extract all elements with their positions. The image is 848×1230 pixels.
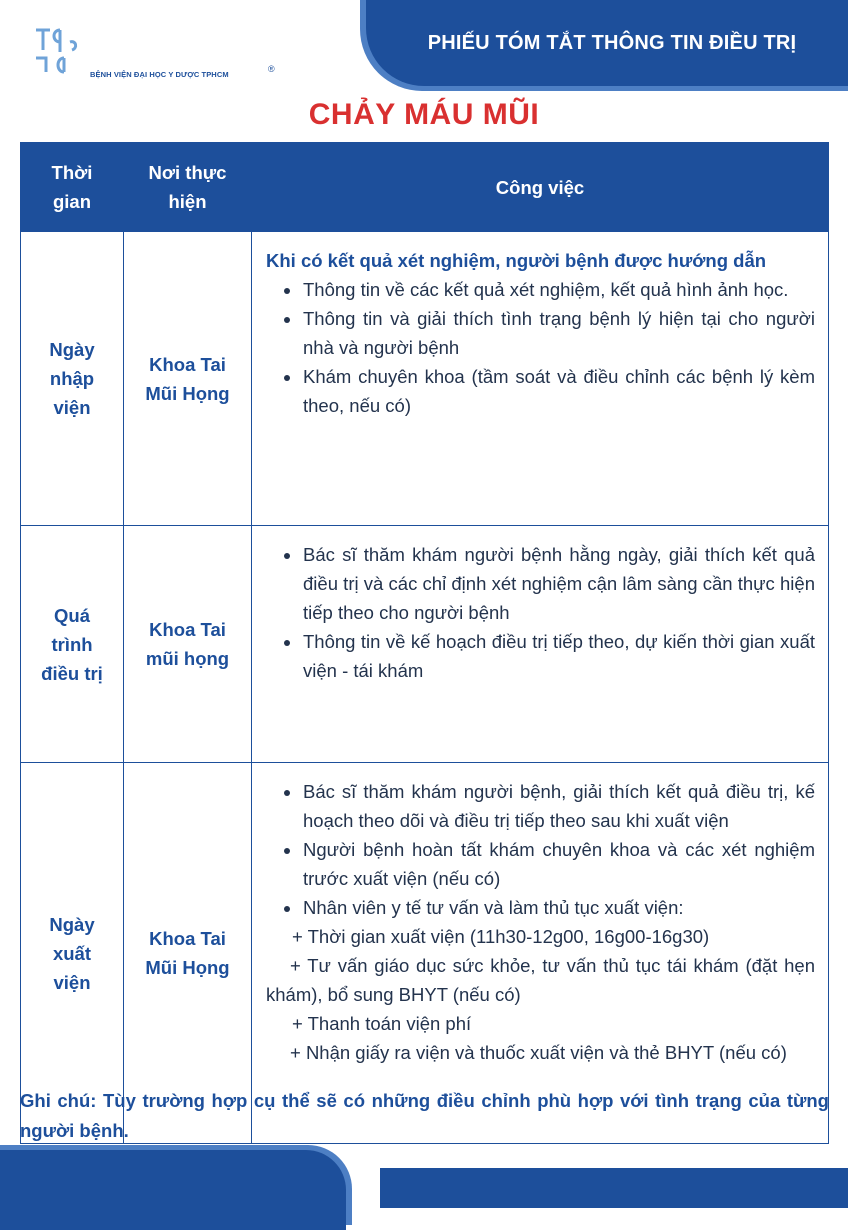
- umc-logo-icon: [30, 24, 86, 78]
- time-cell: Ngày xuất viện: [21, 763, 124, 1144]
- sub-item: + Thời gian xuất viện (11h30-12g00, 16g00-16g30): [292, 926, 710, 947]
- place-cell: Khoa Tai mũi họng: [124, 526, 252, 763]
- place-cell: Khoa Tai Mũi Họng: [124, 232, 252, 526]
- sub-item: + Thanh toán viện phí: [292, 1013, 472, 1034]
- table-row: [21, 232, 829, 526]
- work-list: [266, 540, 815, 685]
- header-work: Công việc: [252, 143, 829, 232]
- list-item: • Nhân viên y tế tư vấn và làm thủ tục xuất viện:: [302, 893, 815, 922]
- work-list: [266, 275, 815, 420]
- work-list: [266, 777, 815, 922]
- work-cell: [252, 526, 829, 763]
- list-item: • Người bệnh hoàn tất khám chuyên khoa và các xét nghiệm trước xuất viện (nếu có): [302, 835, 815, 893]
- work-lead: Khi có kết quả xét nghiệm, người bệnh được hướng dẫn: [266, 250, 767, 271]
- list-item: • Thông tin về kế hoạch điều trị tiếp theo, dự kiến thời gian xuất viện - tái khám: [302, 627, 815, 685]
- sub-item: + Tư vấn giáo dục sức khỏe, tư vấn thủ tục tái khám (đặt hẹn khám), bổ sung BHYT (nếu có): [266, 955, 815, 1005]
- header-place: Nơi thực hiện: [124, 143, 252, 232]
- place-cell: Khoa Tai Mũi Họng: [124, 763, 252, 1144]
- footnote: Ghi chú: Tùy trường hợp cụ thể sẽ có những điều chỉnh phù hợp với tình trạng của từng người bệnh.: [20, 1090, 829, 1141]
- document-title: CHẢY MÁU MŨI: [308, 98, 540, 131]
- list-item: • Bác sĩ thăm khám người bệnh hằng ngày, giải thích kết quả điều trị và các chỉ định xét nghiệm cận lâm sàng cần thực hiện tiếp theo cho người bệnh: [302, 540, 815, 627]
- list-item: • Khám chuyên khoa (tầm soát và điều chỉnh các bệnh lý kèm theo, nếu có): [302, 362, 815, 420]
- form-title: PHIẾU TÓM TẮT THÔNG TIN ĐIỀU TRỊ: [427, 31, 797, 54]
- registered-mark: ®: [268, 64, 275, 74]
- sub-item: + Nhận giấy ra viện và thuốc xuất viện và thẻ BHYT (nếu có): [290, 1042, 787, 1063]
- time-cell: Ngày nhập viện: [21, 232, 124, 526]
- header-time: Thời gian: [21, 143, 124, 232]
- work-cell: [252, 232, 829, 526]
- footer-decoration-right: [380, 1168, 848, 1208]
- hospital-logo: [30, 24, 275, 80]
- list-item: • Bác sĩ thăm khám người bệnh, giải thích kết quả điều trị, kế hoạch theo dõi và điều trị tiếp theo sau khi xuất viện: [302, 777, 815, 835]
- hospital-name: BỆNH VIỆN ĐẠI HỌC Y DƯỢC TPHCM: [90, 70, 229, 79]
- footer-decoration-left: [0, 1150, 346, 1230]
- table-row: [21, 526, 829, 763]
- table-header-row: [21, 143, 829, 232]
- treatment-plan-table: [20, 142, 829, 1144]
- list-item: • Thông tin về các kết quả xét nghiệm, kết quả hình ảnh học.: [302, 275, 815, 304]
- list-item: • Thông tin và giải thích tình trạng bệnh lý hiện tại cho người nhà và người bệnh: [302, 304, 815, 362]
- header-banner: [366, 0, 848, 86]
- time-cell: Quá trình điều trị: [21, 526, 124, 763]
